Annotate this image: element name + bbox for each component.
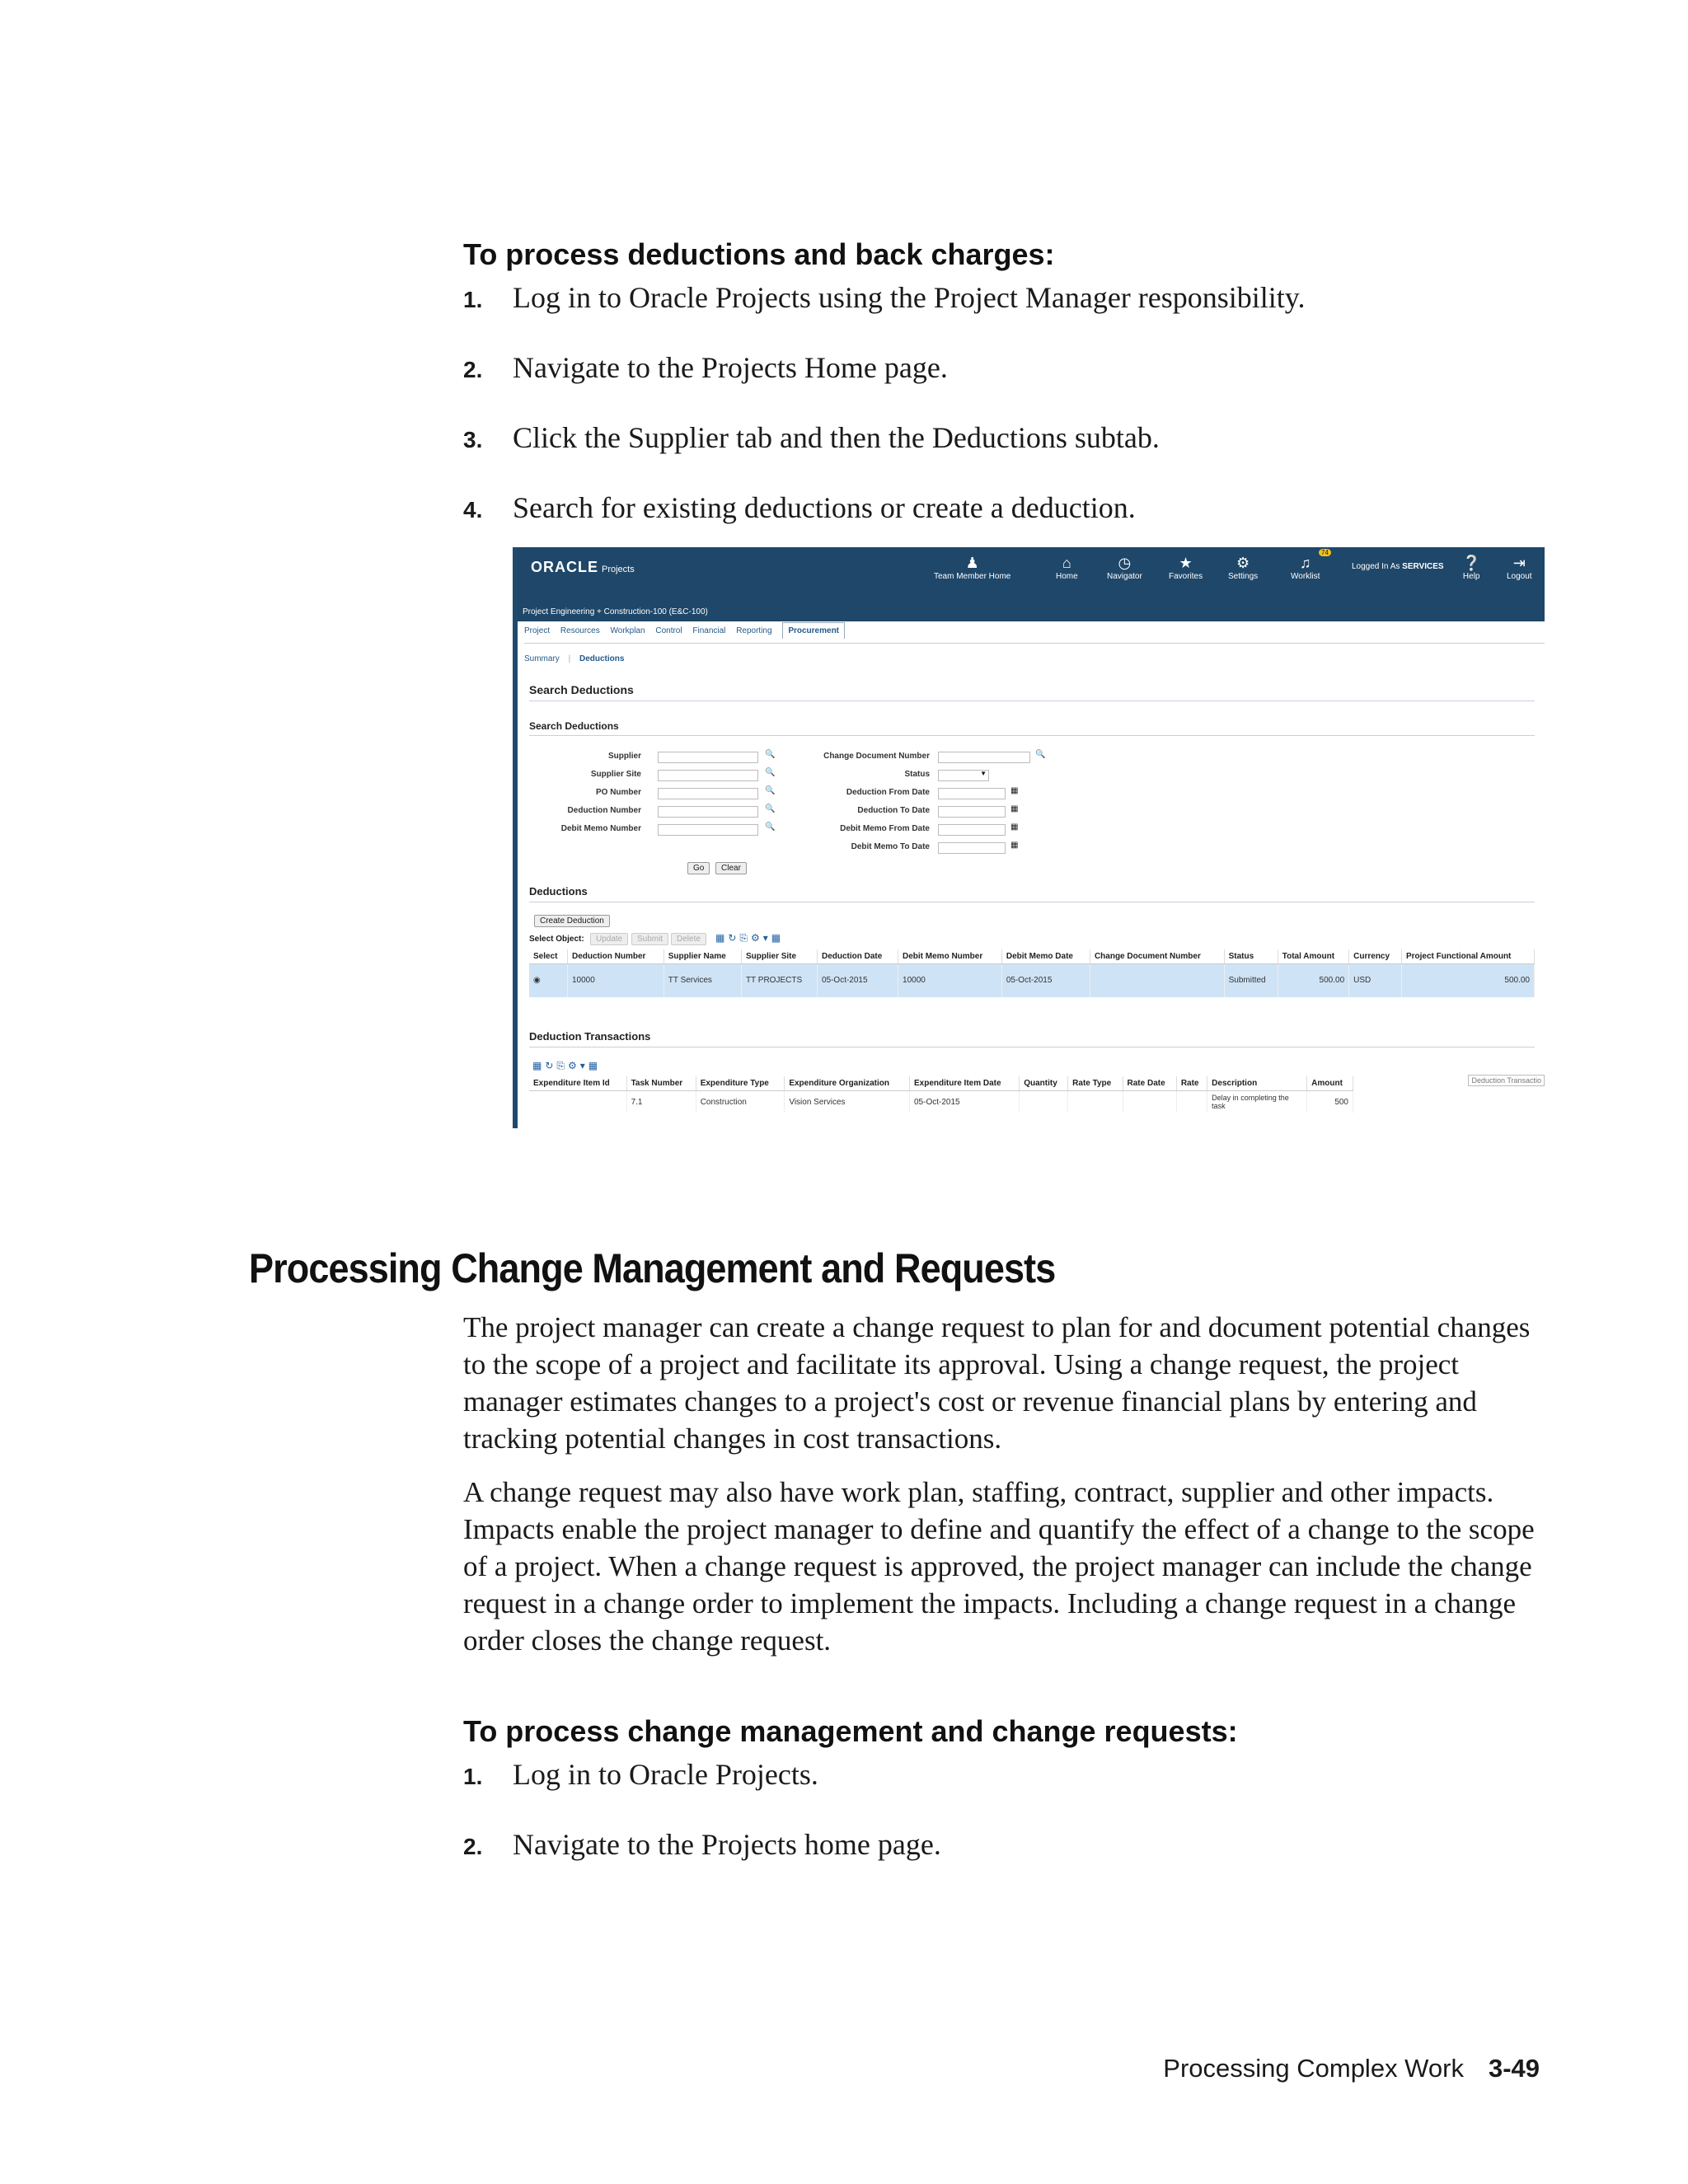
star-icon: ★: [1179, 555, 1193, 571]
calendar-icon[interactable]: ▦: [1010, 841, 1019, 850]
cell: 05-Oct-2015: [1001, 964, 1090, 997]
deduction-to-date-label: Deduction To Date: [857, 806, 930, 815]
col-expenditure-item-date: Expenditure Item Date: [909, 1076, 1019, 1091]
col-select: Select: [529, 949, 567, 964]
supplier-label: Supplier: [607, 752, 641, 761]
gear-icon[interactable]: ⚙▾: [568, 1060, 588, 1071]
search-deductions-subtitle: Search Deductions: [529, 720, 619, 732]
columns-icon[interactable]: ▦: [771, 932, 785, 944]
export-icon[interactable]: ⎘: [556, 1060, 569, 1071]
clear-button[interactable]: Clear: [715, 862, 747, 874]
deduction-number-input[interactable]: [658, 806, 758, 818]
cell: 10000: [898, 964, 1002, 997]
subtab-bar: Summary | Deductions: [524, 654, 625, 663]
step-4: [463, 490, 1136, 525]
tab-workplan[interactable]: Workplan: [610, 626, 645, 635]
debit-memo-from-date-label: Debit Memo From Date: [840, 824, 930, 833]
step-number: 1.: [463, 1764, 483, 1789]
col-expenditure-type: Expenditure Type: [696, 1076, 785, 1091]
step-1: [463, 280, 1305, 315]
page-number: 3-49: [1488, 2054, 1540, 2083]
bell-icon: ♫: [1299, 555, 1311, 571]
step-2: [463, 1827, 941, 1862]
tab-project[interactable]: Project: [524, 626, 551, 635]
col-description: Description: [1207, 1076, 1307, 1091]
go-button[interactable]: Go: [687, 862, 710, 874]
update-button[interactable]: Update: [590, 933, 628, 945]
footer-title: Processing Complex Work: [1163, 2054, 1464, 2083]
table-header-row: [529, 949, 1535, 964]
col-expenditure-organization: Expenditure Organization: [785, 1076, 910, 1091]
oracle-logo: ORACLE Projects: [531, 559, 635, 575]
step-1: [463, 1757, 818, 1792]
col-total-amount: Total Amount: [1278, 949, 1348, 964]
cell: USD: [1349, 964, 1402, 997]
col-change-document-number: Change Document Number: [1090, 949, 1224, 964]
select-object-label: Select Object:: [529, 935, 584, 944]
worklist-badge: 74: [1319, 549, 1331, 556]
logout-link[interactable]: ⇥ Logout: [1507, 555, 1532, 581]
deduction-from-date-input[interactable]: [938, 788, 1006, 799]
cell: 500.00: [1401, 964, 1534, 997]
create-deduction-button[interactable]: Create Deduction: [534, 915, 610, 927]
tab-bar: [524, 626, 853, 635]
transactions-table: [529, 1076, 1353, 1113]
paragraph-1: The project manager can create a change request to plan for and document potential changes to the scope of a project and facilitate its approval. Using a change request, the project manager estimates changes to a project's cost or revenue financial plans by entering and tracking potential changes in cost transactions.: [463, 1311, 1531, 1455]
po-number-label: PO Number: [595, 788, 641, 797]
col-supplier-name: Supplier Name: [663, 949, 741, 964]
change-document-number-input[interactable]: [938, 752, 1030, 763]
col-project-functional-amount: Project Functional Amount: [1401, 949, 1534, 964]
cell: 500: [1307, 1091, 1353, 1113]
cell: [1123, 1091, 1176, 1113]
cell: [1176, 1091, 1207, 1113]
search-icon[interactable]: 🔍: [765, 804, 776, 813]
detach-icon[interactable]: ▦: [532, 1060, 546, 1071]
subtab-summary[interactable]: Summary: [524, 654, 560, 663]
deduction-transactions-tag: Deduction Transactio: [1468, 1075, 1545, 1086]
top-bar: [518, 547, 1545, 603]
change-document-number-label: Change Document Number: [823, 752, 930, 761]
col-rate: Rate: [1176, 1076, 1207, 1091]
table-row[interactable]: [529, 1091, 1353, 1113]
team-member-home-link[interactable]: ♟ Team Member Home: [934, 555, 1011, 581]
col-status: Status: [1224, 949, 1278, 964]
export-icon[interactable]: ⎘: [739, 932, 752, 944]
help-icon: ❔: [1462, 555, 1481, 571]
supplier-input[interactable]: [658, 752, 758, 763]
deduction-number-label: Deduction Number: [567, 806, 641, 815]
table-header-row: [529, 1076, 1353, 1091]
gear-icon: ⚙: [1236, 555, 1250, 571]
cell: 05-Oct-2015: [909, 1091, 1019, 1113]
subtab-deductions[interactable]: Deductions: [579, 654, 625, 663]
status-label: Status: [904, 770, 930, 779]
step-2: [463, 350, 948, 385]
col-deduction-number: Deduction Number: [567, 949, 663, 964]
logged-in-label: Logged In As SERVICES: [1352, 562, 1444, 571]
col-rate-type: Rate Type: [1068, 1076, 1123, 1091]
cell: Vision Services: [785, 1091, 910, 1113]
cell: 05-Oct-2015: [817, 964, 898, 997]
delete-button[interactable]: Delete: [671, 933, 706, 945]
worklist-link[interactable]: ♫ Worklist: [1291, 555, 1320, 581]
table-toolbar: [715, 932, 784, 944]
step-text: Log in to Oracle Projects.: [513, 1758, 818, 1791]
col-amount: Amount: [1307, 1076, 1353, 1091]
deductions-screenshot: [513, 547, 1545, 1128]
cell: Construction: [696, 1091, 785, 1113]
favorites-link[interactable]: ★ Favorites: [1169, 555, 1203, 581]
home-link[interactable]: ⌂ Home: [1056, 555, 1078, 581]
cell: 7.1: [626, 1091, 696, 1113]
cell: [1020, 1091, 1068, 1113]
dropdown-icon: ▼: [980, 770, 987, 777]
navigator-link[interactable]: ◷ Navigator: [1107, 555, 1142, 581]
deductions-title: Deductions: [529, 885, 588, 898]
cell: 10000: [567, 964, 663, 997]
debit-memo-number-input[interactable]: [658, 824, 758, 836]
row-radio[interactable]: ◉: [529, 964, 567, 997]
debit-memo-number-label: Debit Memo Number: [560, 824, 641, 833]
cell: Submitted: [1224, 964, 1278, 997]
debit-memo-to-date-input[interactable]: [938, 842, 1006, 854]
submit-button[interactable]: Submit: [631, 933, 668, 945]
col-rate-date: Rate Date: [1123, 1076, 1176, 1091]
person-icon: ♟: [965, 555, 979, 571]
step-text: Log in to Oracle Projects using the Project Manager responsibility.: [513, 281, 1306, 314]
paragraph-2: A change request may also have work plan, staffing, contract, supplier and other impacts. Impacts enable the project manager to define and quantify the effect of a change to the scope of a project. When a change request is approved, the project manager can include the change request in a change order to implement the impacts. Including a change request in a change order closes the change request.: [463, 1476, 1535, 1657]
debit-memo-to-date-label: Debit Memo To Date: [851, 842, 930, 851]
settings-link[interactable]: ⚙ Settings: [1228, 555, 1259, 581]
deduction-to-date-input[interactable]: [938, 806, 1006, 818]
cell: [1090, 964, 1224, 997]
step-text: Click the Supplier tab and then the Deductions subtab.: [513, 421, 1160, 454]
search-icon[interactable]: 🔍: [765, 786, 776, 795]
col-currency: Currency: [1349, 949, 1402, 964]
step-text: Navigate to the Projects Home page.: [513, 351, 948, 384]
columns-icon[interactable]: ▦: [588, 1060, 602, 1071]
procedure-heading: To process change management and change requests:: [463, 1714, 1238, 1748]
deduction-transactions-title: Deduction Transactions: [529, 1030, 651, 1043]
po-number-input[interactable]: [658, 788, 758, 799]
help-link[interactable]: ❔ Help: [1462, 555, 1481, 581]
debit-memo-from-date-input[interactable]: [938, 824, 1006, 836]
step-number: 2.: [463, 1834, 483, 1859]
calendar-icon[interactable]: ▦: [1010, 804, 1019, 813]
gear-icon[interactable]: ⚙▾: [751, 932, 771, 944]
tab-reporting[interactable]: Reporting: [736, 626, 772, 635]
project-breadcrumb: Project Engineering + Construction-100 (E&C-100): [518, 603, 1545, 621]
cell: TT PROJECTS: [741, 964, 817, 997]
search-deductions-title: Search Deductions: [529, 683, 634, 696]
logout-icon: ⇥: [1512, 555, 1526, 571]
step-number: 3.: [463, 427, 483, 452]
cell: 500.00: [1278, 964, 1348, 997]
tab-control[interactable]: Control: [655, 626, 682, 635]
refresh-icon[interactable]: ↻: [545, 1060, 557, 1071]
refresh-icon[interactable]: ↻: [728, 932, 740, 944]
search-icon[interactable]: 🔍: [765, 750, 776, 759]
cell: TT Services: [663, 964, 741, 997]
section-heading: Processing Change Management and Requests: [249, 1245, 1056, 1291]
tab-procurement[interactable]: Procurement: [782, 622, 845, 639]
search-icon[interactable]: 🔍: [765, 823, 776, 832]
status-select[interactable]: [938, 770, 989, 781]
cell: [1068, 1091, 1123, 1113]
search-icon[interactable]: 🔍: [1035, 750, 1046, 759]
col-supplier-site: Supplier Site: [741, 949, 817, 964]
page-footer: [1163, 2054, 1540, 2083]
col-deduction-date: Deduction Date: [817, 949, 898, 964]
deductions-table: [529, 949, 1535, 997]
cell: Delay in completing the task: [1207, 1091, 1307, 1113]
step-text: Navigate to the Projects home page.: [513, 1828, 941, 1861]
step-text: Search for existing deductions or create a deduction.: [513, 491, 1136, 524]
search-icon[interactable]: 🔍: [765, 768, 776, 777]
step-number: 4.: [463, 497, 483, 523]
step-number: 2.: [463, 357, 483, 382]
col-debit-memo-number: Debit Memo Number: [898, 949, 1002, 964]
cell: [529, 1091, 626, 1113]
deduction-from-date-label: Deduction From Date: [846, 788, 930, 797]
detach-icon[interactable]: ▦: [715, 932, 729, 944]
supplier-site-input[interactable]: [658, 770, 758, 781]
transactions-toolbar: [532, 1060, 601, 1072]
home-icon: ⌂: [1062, 555, 1071, 571]
col-debit-memo-date: Debit Memo Date: [1001, 949, 1090, 964]
supplier-site-label: Supplier Site: [590, 770, 641, 779]
col-quantity: Quantity: [1020, 1076, 1068, 1091]
navigator-icon: ◷: [1118, 555, 1132, 571]
tab-resources[interactable]: Resources: [560, 626, 600, 635]
tab-financial[interactable]: Financial: [692, 626, 726, 635]
calendar-icon[interactable]: ▦: [1010, 786, 1019, 795]
procedure-heading: To process deductions and back charges:: [463, 237, 1055, 271]
step-3: [463, 420, 1160, 455]
calendar-icon[interactable]: ▦: [1010, 823, 1019, 832]
col-expenditure-item-id: Expenditure Item Id: [529, 1076, 626, 1091]
table-row[interactable]: [529, 964, 1535, 997]
col-task-number: Task Number: [626, 1076, 696, 1091]
step-number: 1.: [463, 287, 483, 312]
